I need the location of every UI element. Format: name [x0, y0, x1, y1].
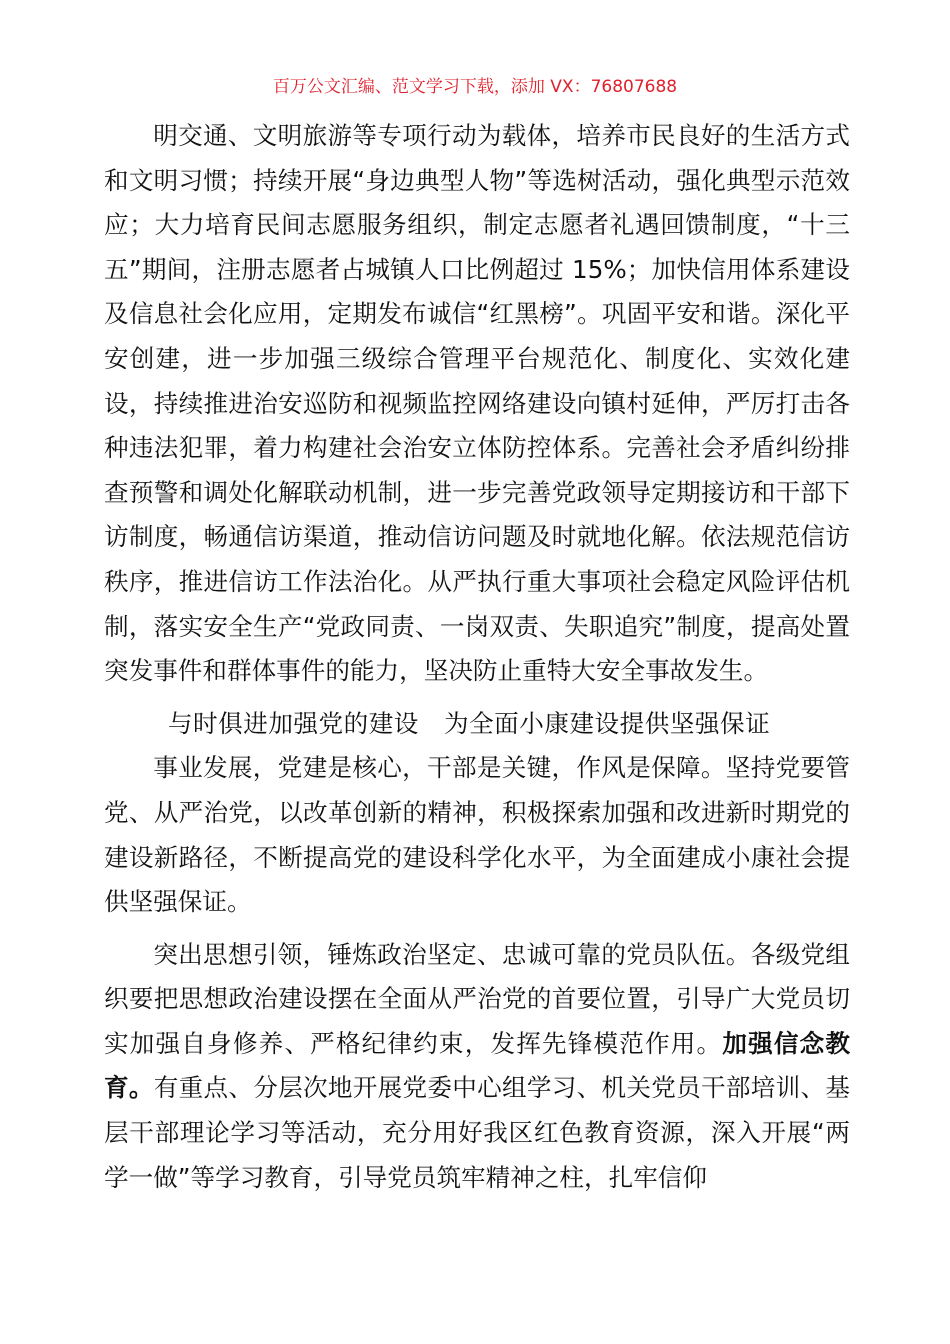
watermark-header: [0, 76, 950, 98]
paragraph-text: 深化平安创建，进一步加强三级综合管理平台规范化、制度化、实效化建设，持续推进治安巡防和视频监控网络建设向镇村延伸，严厉打击各种违法犯罪，着力构建社会治安立体防控体系。完善社会矛盾纠纷排查预警和调处化解联动机制，进一步完善党政领导定期接访和干部下访制度，畅通信访渠道，推动信访问题及时就地化解。依法规范信访秩序，推进信访工作法治化。从严执行重大事项社会稳定风险评估机制，落实安全生产“党政同责、一岗双责、失职追究”制度，提高处置突发事件和群体事件的能力，坚决防止重特大安全事故发生。: [104, 299, 850, 686]
inline-subheading: 加强信念教育。: [104, 1028, 850, 1103]
inline-subheading: 巩固平安和谐。: [601, 299, 776, 329]
paragraph-text: 明交通、文明旅游等专项行动为载体，培养市民良好的生活方式和文明习惯；持续开展“身边典型人物”等选树活动，强化典型示范效应；大力培育民间志愿服务组织，制定志愿者礼遇回馈制度，“十三五”期间，注册志愿者占城镇人口比例超过 15%；加快信用体系建设及信息社会化应用，定期发布诚信“红黑榜”。: [104, 121, 850, 329]
document-body: [104, 114, 850, 1200]
paragraph-text: 突出思想引领，锤炼政治坚定、忠诚可靠的党员队伍。各级党组织要把思想政治建设摆在全面从严治党的首要位置，引导广大党员切实加强自身修养、严格纪律约束，发挥先锋模范作用。: [104, 939, 850, 1058]
paragraph-party-building: 事业发展，党建是核心，干部是关键，作风是保障。坚持党要管党、从严治党，以改革创新的精神，积极探索加强和改进新时期党的建设新路径，不断提高党的建设科学化水平，为全面建成小康社会提供坚强保证。: [104, 753, 850, 917]
watermark-text: 百万公文汇编、范文学习下载，添加 VX：76807688: [272, 77, 678, 97]
paragraph-civilization: [104, 114, 850, 694]
paragraph-text: 有重点、分层次地开展党委中心组学习、机关党员干部培训、基层干部理论学习等活动，充分用好我区红色教育资源，深入开展“两学一做”等学习教育，引导党员筑牢精神之柱，扎牢信仰: [104, 1073, 850, 1192]
paragraph-thought-guidance: [104, 933, 850, 1201]
section-heading: 与时俱进加强党的建设 为全面小康建设提供坚强保证: [167, 708, 771, 738]
